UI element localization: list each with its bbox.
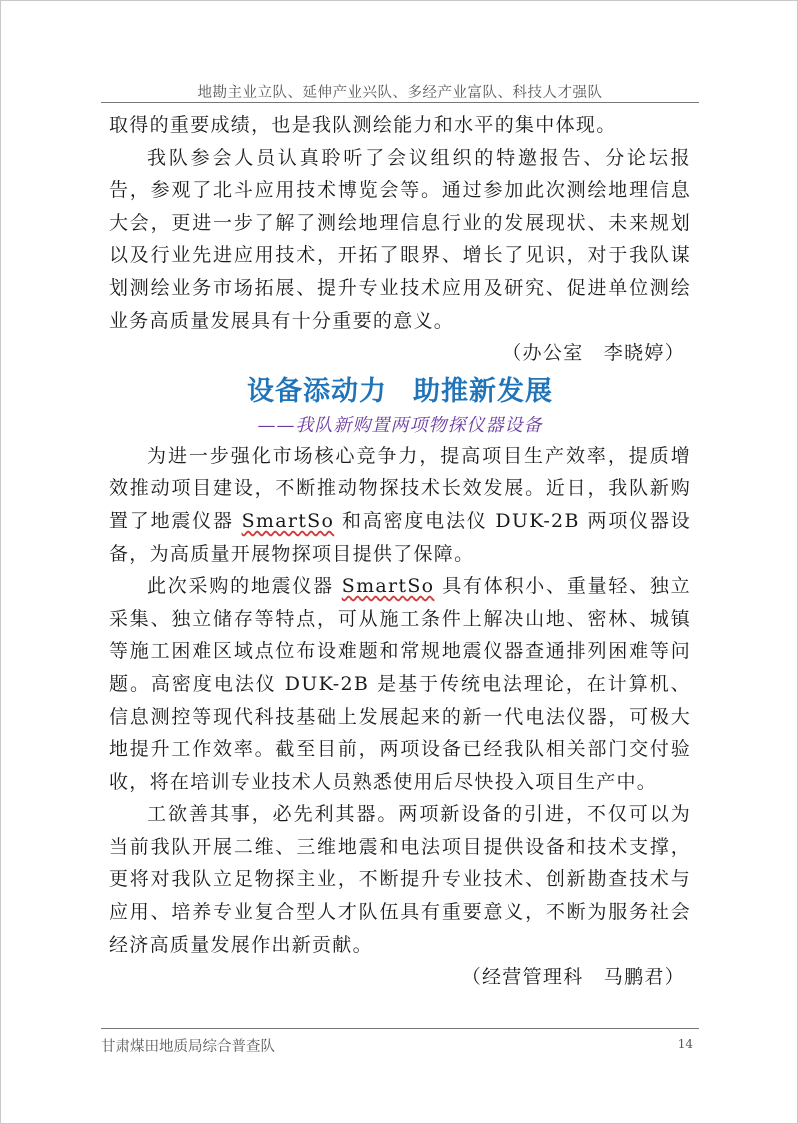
device-term-smartso: SmartSo: [241, 509, 335, 532]
article2-p2-text-b: 具有体积小、重量轻、独立采集、独立储存等特点，可从施工条件上解决山地、密林、城镇等施工困难区域点位布设难题和常规地震仪器查通排列困难等问题。高密度电法仪 DUK-2B 是基于传统电法理论，在计算机、信息测控等现代科技基础上发展起来的新一代电法仪器，可极大地提升工作效率。截至目前，两项设备已经我队相关部门交付验收，将在培训专业技术人员熟悉使用后尽快投入项目生产中。: [109, 575, 691, 793]
footer-organization: 甘肃煤田地质局综合普查队: [101, 1039, 275, 1055]
header-slogan: 地勘主业立队、延伸产业兴队、多经产业富队、科技人才强队: [197, 85, 603, 101]
article2-signature: （经营管理科 马鹏君）: [461, 966, 685, 989]
footer-divider: [101, 1028, 699, 1029]
article2-subtitle: ——我队新购置两项物探仪器设备: [257, 414, 543, 436]
article2-title: [109, 372, 691, 412]
article1-signature: （办公室 李晓婷）: [502, 342, 685, 365]
article2-paragraph-2: [109, 570, 691, 798]
article1-paragraph-continued: 取得的重要成绩，也是我队测绘能力和水平的集中体现。: [109, 114, 617, 136]
article2-title-part1: 设备添动力: [247, 375, 387, 407]
article2-p1-text-b: 和高密度电法仪 DUK-2B 两项仪器设备，为高质量开展物探项目提供了保障。: [109, 509, 691, 565]
article2-paragraph-1: [109, 440, 691, 570]
device-term-smartso-2: SmartSo: [341, 575, 435, 598]
article2-paragraph-3: 工欲善其事，必先利其器。两项新设备的引进，不仅可以为当前我队开展二维、三维地震和电法项目提供设备和技术支撑，更将对我队立足物探主业，不断提升专业技术、创新勘查技术与应用、培养专业复合型人才队伍具有重要意义，不断为服务社会经济高质量发展作出新贡献。: [109, 803, 691, 956]
header-divider: [101, 102, 699, 103]
article-body: [109, 109, 691, 994]
article2-p2-text-a: 此次采购的地震仪器: [147, 575, 342, 598]
article2-p1-text-a: 为进一步强化市场核心竞争力，提高项目生产效率，提质增效推动项目建设，不断推动物探技术长效发展。近日，我队新购置了地震仪器: [109, 444, 691, 532]
article1-paragraph-2: 我队参会人员认真聆听了会议组织的特邀报告、分论坛报告，参观了北斗应用技术博览会等。通过参加此次测绘地理信息大会，更进一步了解了测绘地理信息行业的发展现状、未来规划以及行业先进应用技术，开拓了眼界、增长了见识，对于我队谋划测绘业务市场拓展、提升专业技术应用及研究、促进单位测绘业务高质量发展具有十分重要的意义。: [109, 146, 691, 332]
article2-title-part2: 助推新发展: [413, 375, 553, 407]
page-number: 14: [677, 1037, 693, 1051]
